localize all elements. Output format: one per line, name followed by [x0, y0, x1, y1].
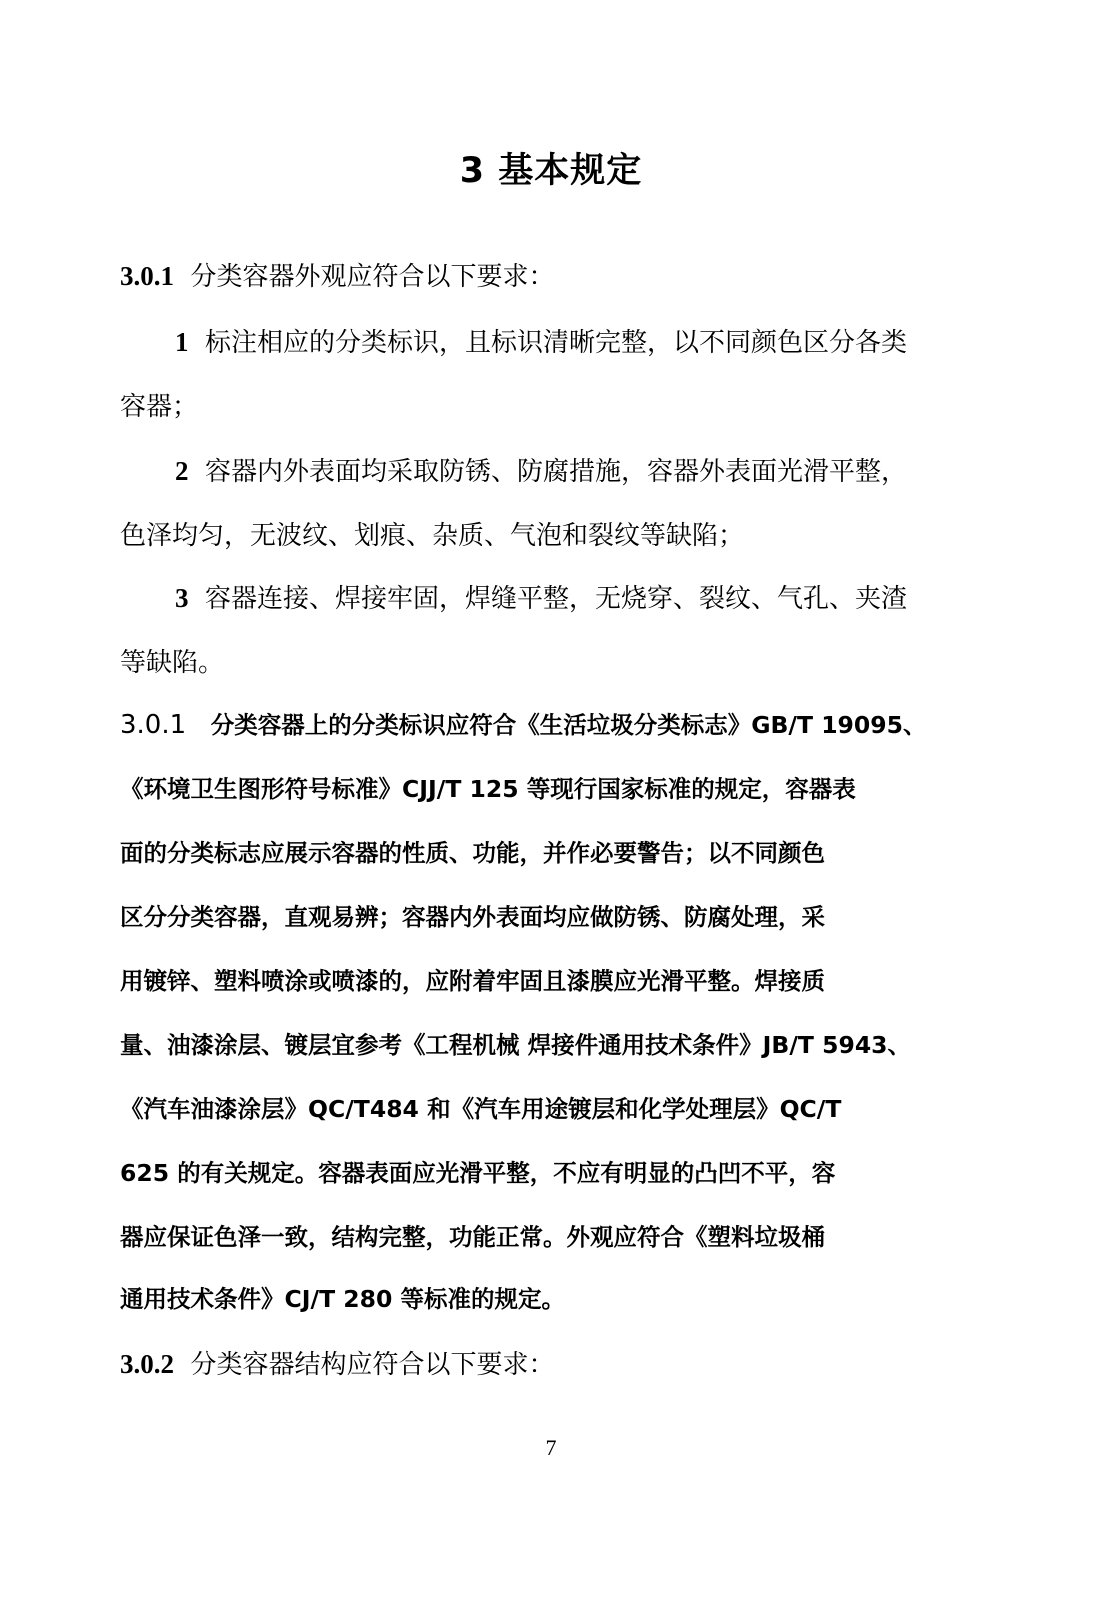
- clause-301b-line-4: 区分分类容器，直观易辨；容器内外表面均应做防锈、防腐处理，采: [120, 903, 825, 931]
- item-3-line-1: [175, 578, 907, 615]
- item-3-line-2: 等缺陷。: [120, 648, 225, 678]
- item-text: 容器内外表面均采取防锈、防腐措施，容器外表面光滑平整，: [205, 457, 908, 487]
- item-number: 1: [175, 327, 189, 357]
- item-1-line-1: [175, 322, 907, 359]
- item-2-line-1: [175, 451, 907, 488]
- clause-number: 3.0.2: [120, 1349, 174, 1379]
- clause-301-heading: [120, 256, 555, 293]
- item-number: 2: [175, 456, 189, 486]
- item-text: 标注相应的分类标识，且标识清晰完整，以不同颜色区分各类: [205, 328, 908, 358]
- clause-301b-line-6: 量、油漆涂层、镀层宜参考《工程机械 焊接件通用技术条件》JB/T 5943、: [120, 1031, 912, 1059]
- clause-301b-line-10: 通用技术条件》CJ/T 280 等标准的规定。: [120, 1285, 566, 1313]
- clause-301b-line-8: 625 的有关规定。容器表面应光滑平整，不应有明显的凸凹不平，容: [120, 1159, 836, 1187]
- clause-301b-line-9: 器应保证色泽一致，结构完整，功能正常。外观应符合《塑料垃圾桶: [120, 1223, 825, 1251]
- item-1-line-2: 容器；: [120, 392, 199, 422]
- chapter-title: 3 基本规定: [459, 151, 643, 191]
- clause-301b-line-3: 面的分类标志应展示容器的性质、功能，并作必要警告；以不同颜色: [120, 839, 825, 867]
- item-number: 3: [175, 583, 189, 613]
- clause-text: 分类容器外观应符合以下要求：: [190, 262, 555, 292]
- clause-number: 3.0.1: [120, 261, 174, 291]
- clause-text: 分类容器结构应符合以下要求：: [190, 1350, 555, 1380]
- clause-text: 分类容器上的分类标识应符合《生活垃圾分类标志》GB/T 19095、: [210, 711, 927, 739]
- clause-301b-line-5: 用镀锌、塑料喷涂或喷漆的，应附着牢固且漆膜应光滑平整。焊接质: [120, 967, 825, 995]
- clause-number: 3.0.1: [120, 710, 187, 740]
- item-text: 容器连接、焊接牢固，焊缝平整，无烧穿、裂纹、气孔、夹渣: [205, 584, 908, 614]
- item-2-line-2: 色泽均匀，无波纹、划痕、杂质、气泡和裂纹等缺陷；: [120, 521, 745, 551]
- clause-302-heading: [120, 1344, 555, 1381]
- clause-301b-line-7: 《汽车油漆涂层》QC/T484 和《汽车用途镀层和化学处理层》QC/T: [120, 1095, 842, 1123]
- clause-301b-line-1: [120, 706, 926, 740]
- page-number: 7: [545, 1435, 557, 1460]
- clause-301b-line-2: 《环境卫生图形符号标准》CJJ/T 125 等现行国家标准的规定，容器表: [120, 775, 856, 803]
